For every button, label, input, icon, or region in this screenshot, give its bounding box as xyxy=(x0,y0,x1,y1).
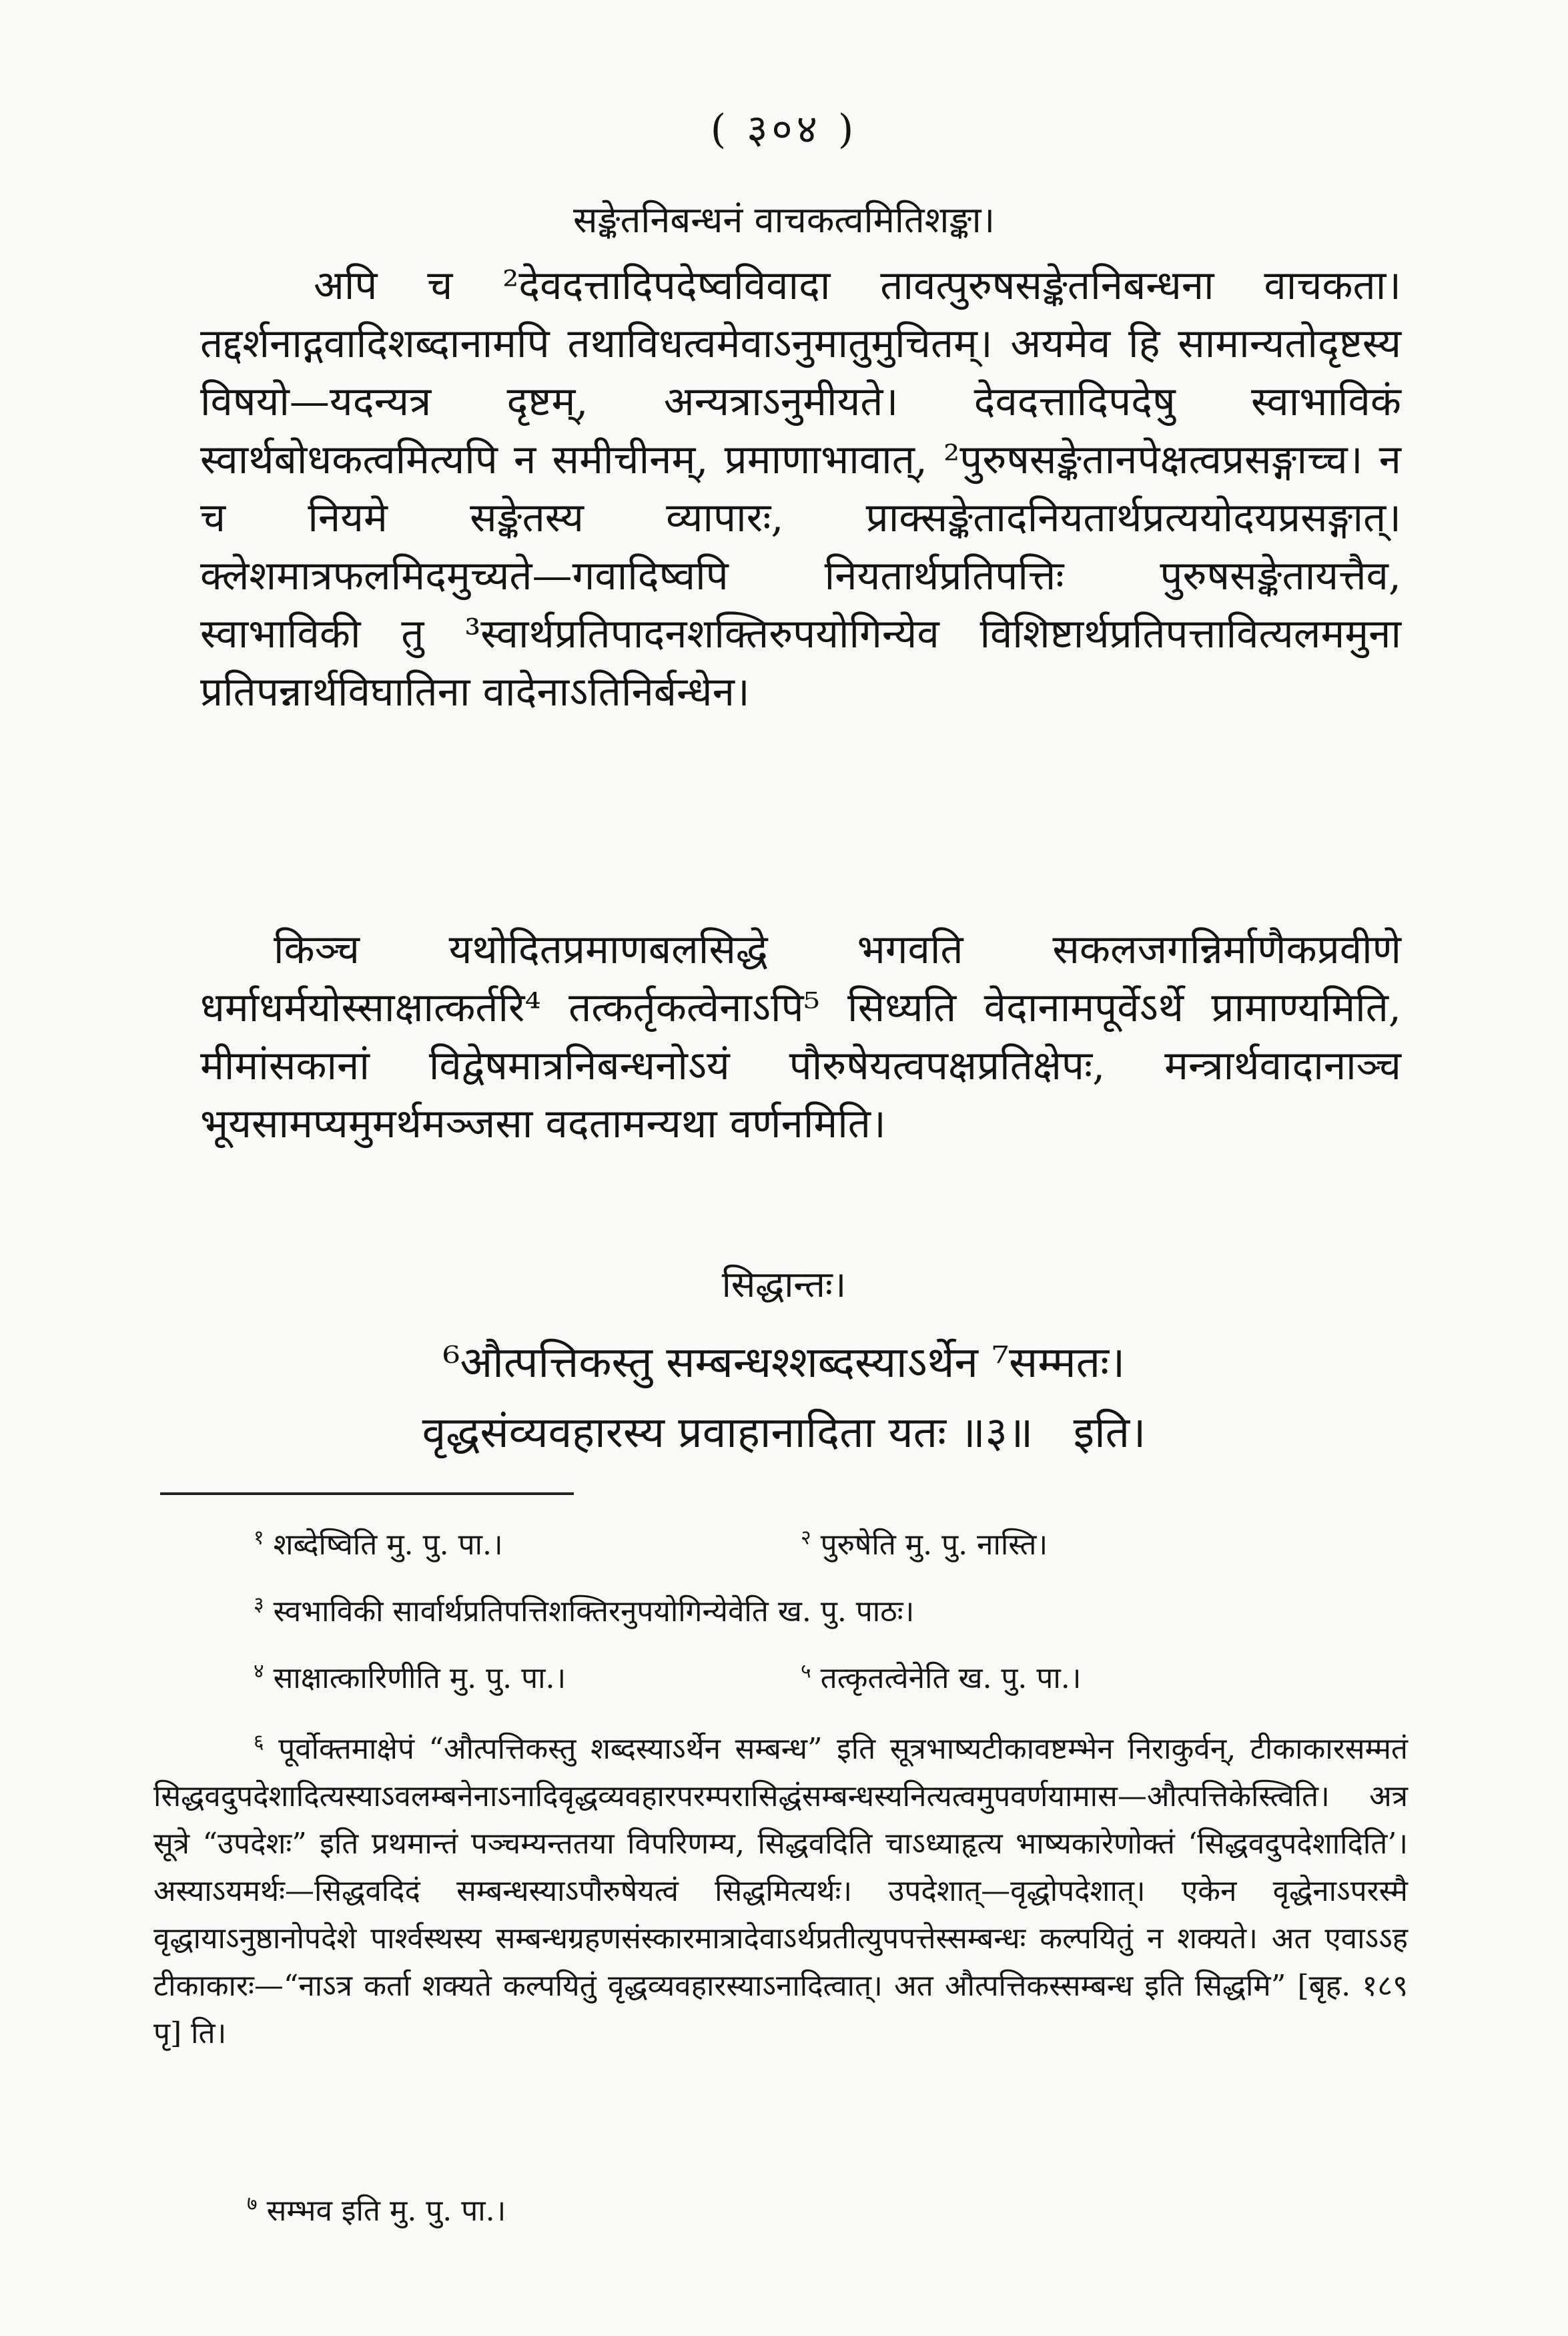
section-subheading: सङ्केतनिबन्धनं वाचकत्वमितिशङ्का। xyxy=(572,199,996,241)
footnote-3-mark: ३ xyxy=(254,1592,264,1617)
page-number: ( ३०४ ) xyxy=(710,106,858,153)
footnote-7 xyxy=(247,2189,1395,2229)
footnote-6 xyxy=(153,1725,1408,2057)
footnote-3-text: स्वभाविकी सार्वार्थप्रतिपत्तिशक्तिरनुपयोगिन्येवेति ख. पु. पाठः। xyxy=(273,1594,915,1629)
footnote-5 xyxy=(801,1657,1388,1697)
footnote-3 xyxy=(254,1590,1401,1630)
verse-line-1: ⁶औत्पत्तिकस्तु सम्बन्धश्शब्दस्याऽर्थेन ⁷सम्मतः। xyxy=(442,1338,1126,1388)
footnote-row-3 xyxy=(254,1657,1401,1697)
footnote-2 xyxy=(801,1523,1388,1563)
footnote-4 xyxy=(254,1657,801,1697)
footnote-7-text: सम्भव इति मु. पु. पा.। xyxy=(266,2194,506,2228)
footnote-row-1 xyxy=(254,1523,1401,1563)
main-paragraph-2: किञ्च यथोदितप्रमाणबलसिद्धे भगवति सकलजगन्निर्माणैकप्रवीणे धर्माधर्मयोस्साक्षात्कर्तरि⁴ तत्कर्तृकत्वेनाऽपि⁵ सिध्यति वेदानामपूर्वेऽर्थे प्रामाण्यमिति, मीमांसकानां विद्वेषमात्रनिबन्धनोऽयं पौरुषेयत्वपक्षप्रतिक्षेपः, मन्त्रार्थवादानाञ्च भूयसामप्यमुमर्थमञ्जसा वदतामन्यथा वर्णनमिति। xyxy=(200,926,1401,1147)
footnote-separator-rule xyxy=(160,1492,574,1495)
footnote-6-mark: ६ xyxy=(254,1730,264,1754)
footnote-1 xyxy=(254,1523,801,1563)
footnote-1-mark: १ xyxy=(254,1526,264,1550)
footnote-2-mark: २ xyxy=(801,1526,811,1550)
verse-line-2 xyxy=(0,1402,1568,1460)
footnote-5-text: तत्कृतत्वेनेति ख. पु. पा.। xyxy=(820,1661,1082,1695)
footnote-2-text: पुरुषेति मु. पु. नास्ति। xyxy=(820,1528,1048,1562)
footnote-1-text: शब्देष्विति मु. पु. पा.। xyxy=(273,1528,503,1562)
footnote-6-text: पूर्वोक्तमाक्षेपं “औत्पत्तिकस्तु शब्दस्याऽर्थेन सम्बन्ध” इति सूत्रभाष्यटीकावष्टम्भेन निराकुर्वन्, टीकाकारसम्मतं सिद्धवदुपदेशादित्यस्याऽवलम्बनेनाऽनादिवृद्धव्यवहारपरम्परासिद्धंसम्बन्धस्यनित्यत्वमुपवर्णयामास—औत्पत्तिकेस्त्विति। अत्र सूत्रे “उपदेशः” इति प्रथमान्तं पञ्चम्यन्ततया विपरिणम्य, सिद्धवदिति चाऽध्याहृत्य भाष्यकारेणोक्तं ‘सिद्धवदुपदेशादिति’। अस्याऽयमर्थः—सिद्धवदिदं सम्बन्धस्याऽपौरुषेयत्वं सिद्धमित्यर्थः। उपदेशात्—वृद्धोपदेशात्। एकेन वृद्धेनाऽपरस्मै वृद्धायाऽनुष्ठानोपदेशे पार्श्वस्थस्य सम्बन्धग्रहणसंस्कारमात्रादेवाऽर्थप्रतीत्युपपत्तेस्सम्बन्धः कल्पयितुं न शक्यते। अत एवाऽऽह टीकाकारः—“नाऽत्र कर्ता शक्यते कल्पयितुं वृद्धव्यवहारस्याऽनादित्वात्। अत औत्पत्तिकस्सम्बन्ध इति सिद्धमि” [बृह. १८९ पृ] ति। xyxy=(153,1732,1408,2050)
footnote-4-mark: ४ xyxy=(254,1659,264,1683)
siddhanta-heading: सिद्धान्तः। xyxy=(721,1263,847,1305)
verse-end-marker: इति। xyxy=(1073,1408,1146,1458)
footnote-7-mark: ७ xyxy=(247,2192,258,2216)
verse-line-2-text: वृद्धसंव्यवहारस्य प्रवाहानादिता यतः ॥३॥ xyxy=(422,1408,1034,1458)
main-paragraph-1: अपि च ²देवदत्तादिपदेष्वविवादा तावत्पुरुषसङ्केतनिबन्धना वाचकता। तद्दर्शनाद्गवादिशब्दानामपि तथाविधत्वमेवाऽनुमातुमुचितम्। अयमेव हि सामान्यतोदृष्टस्य विषयो—यदन्यत्र दृष्टम्, अन्यत्राऽनुमीयते। देवदत्तादिपदेषु स्वाभाविकं स्वार्थबोधकत्वमित्यपि न समीचीनम्, प्रमाणाभावात्, ²पुरुषसङ्केतानपेक्षत्वप्रसङ्गाच्च। न च नियमे सङ्केतस्य व्यापारः, प्राक्सङ्केतादनियतार्थप्रत्ययोदयप्रसङ्गात्। क्लेशमात्रफलमिदमुच्यते—गवादिष्वपि नियतार्थप्रतिपत्तिः पुरुषसङ्केतायत्तैव, स्वाभाविकी तु ³स्वार्थप्रतिपादनशक्तिरुपयोगिन्येव विशिष्टार्थप्रतिपत्तावित्यलममुना प्रतिपन्नार्थविघातिना वादेनाऽतिनिर्बन्धेन। xyxy=(200,262,1401,715)
footnote-4-text: साक्षात्कारिणीति मु. पु. पा.। xyxy=(273,1661,566,1695)
footnote-5-mark: ५ xyxy=(801,1659,811,1683)
